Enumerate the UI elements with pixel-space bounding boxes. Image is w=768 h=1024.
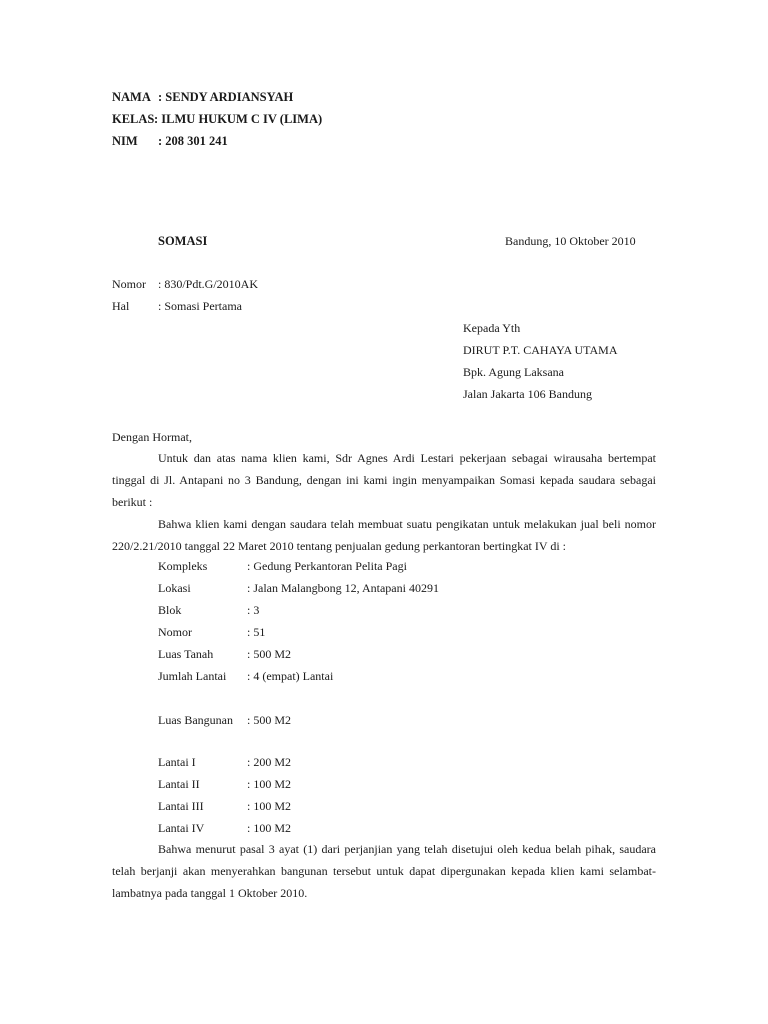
nim-label: NIM	[112, 134, 138, 148]
kelas-value: : ILMU HUKUM C IV (LIMA)	[154, 112, 323, 126]
detail-label: Lantai II	[158, 777, 200, 791]
detail-label: Luas Tanah	[158, 647, 214, 661]
detail-row	[158, 755, 291, 770]
kelas-label: KELAS	[112, 112, 155, 126]
detail-value: : 500 M2	[247, 647, 292, 661]
detail-value: : 51	[247, 625, 266, 639]
detail-value: : 3	[247, 603, 260, 617]
detail-row	[158, 799, 291, 814]
detail-label: Blok	[158, 603, 182, 617]
detail-row	[158, 777, 291, 792]
recipient-line-1: Kepada Yth	[463, 321, 521, 335]
paragraph-2: Bahwa klien kami dengan saudara telah membuat suatu pengikatan untuk melakukan jual beli nomor 220/2.21/2010 tanggal 22 Maret 2010 tentang penjualan gedung perkantoran bertingkat IV di :	[112, 517, 656, 553]
nomor-label: Nomor	[112, 277, 146, 291]
detail-row	[158, 821, 291, 836]
recipient-line-4: Jalan Jakarta 106 Bandung	[463, 387, 592, 401]
detail-label: Jumlah Lantai	[158, 669, 227, 683]
detail-value: : 100 M2	[247, 799, 292, 813]
detail-row	[158, 559, 407, 574]
detail-value: : Gedung Perkantoran Pelita Pagi	[247, 559, 407, 573]
nim-value: : 208 301 241	[158, 134, 228, 148]
detail-label: Luas Bangunan	[158, 713, 233, 727]
hal-value: : Somasi Pertama	[158, 299, 242, 313]
detail-value: : 500 M2	[247, 713, 292, 727]
hal-label: Hal	[112, 299, 130, 313]
letter-date: Bandung, 10 Oktober 2010	[505, 234, 636, 248]
detail-value: : Jalan Malangbong 12, Antapani 40291	[247, 581, 439, 595]
detail-value: : 4 (empat) Lantai	[247, 669, 334, 683]
nama-value: : SENDY ARDIANSYAH	[158, 90, 294, 104]
detail-label: Lantai IV	[158, 821, 205, 835]
paragraph-3: Bahwa menurut pasal 3 ayat (1) dari perjanjian yang telah disetujui oleh kedua belah pihak, saudara telah berjanji akan menyerahkan bangunan tersebut untuk dapat dipergunakan kepada klien kami selambat-lambatnya pada tanggal 1 Oktober 2010.	[112, 842, 656, 900]
detail-value: : 100 M2	[247, 821, 292, 835]
detail-row	[158, 713, 291, 728]
recipient-line-3: Bpk. Agung Laksana	[463, 365, 564, 379]
salutation: Dengan Hormat,	[112, 430, 192, 444]
letter-title: SOMASI	[158, 234, 208, 248]
paragraph-1: Untuk dan atas nama klien kami, Sdr Agnes Ardi Lestari pekerjaan sebagai wirausaha bertempat tinggal di Jl. Antapani no 3 Bandung, dengan ini kami ingin menyampaikan Somasi kepada saudara sebagai berikut :	[112, 451, 656, 509]
detail-row	[158, 625, 265, 640]
detail-label: Kompleks	[158, 559, 208, 573]
detail-value: : 200 M2	[247, 755, 292, 769]
detail-row	[158, 669, 333, 684]
detail-row	[158, 603, 259, 618]
recipient-line-2: DIRUT P.T. CAHAYA UTAMA	[463, 343, 618, 357]
detail-label: Lantai III	[158, 799, 204, 813]
detail-row	[158, 647, 291, 662]
nama-label: NAMA	[112, 90, 151, 104]
nomor-value: : 830/Pdt.G/2010AK	[158, 277, 259, 291]
detail-label: Lantai I	[158, 755, 196, 769]
detail-value: : 100 M2	[247, 777, 292, 791]
detail-label: Lokasi	[158, 581, 191, 595]
detail-row	[158, 581, 439, 596]
detail-label: Nomor	[158, 625, 192, 639]
